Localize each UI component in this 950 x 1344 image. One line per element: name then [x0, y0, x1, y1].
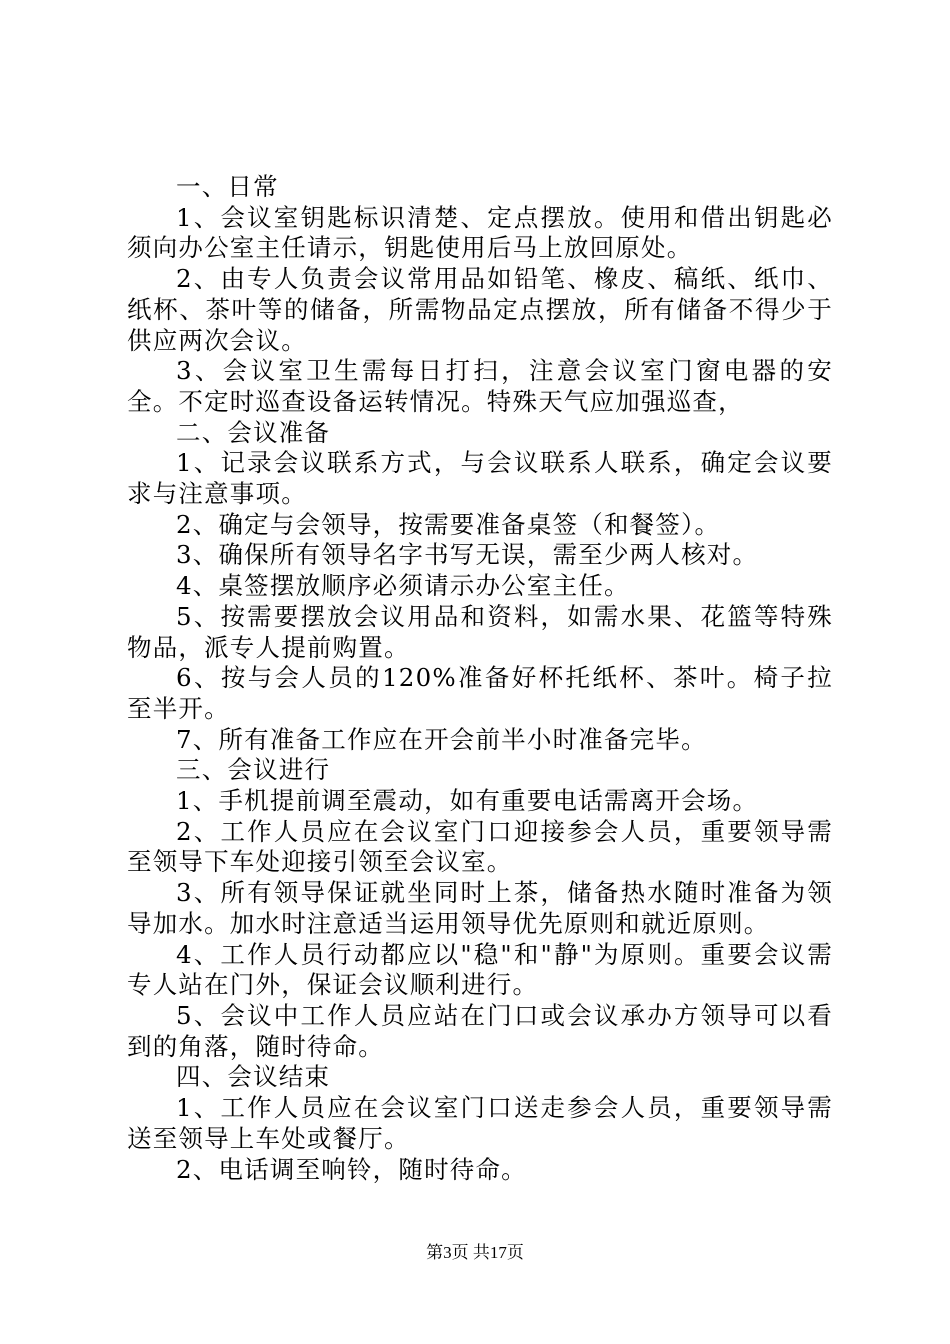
paragraph: 4、工作人员行动都应以"稳"和"静"为原则。重要会议需专人站在门外，保证会议顺利进行。	[127, 939, 833, 1000]
paragraph: 2、工作人员应在会议室门口迎接参会人员，重要领导需至领导下车处迎接引领至会议室。	[127, 816, 833, 877]
section-heading: 一、日常	[176, 172, 279, 201]
section-heading: 二、会议准备	[176, 417, 331, 447]
paragraph: 3、所有领导保证就坐同时上茶，储备热水随时准备为领导加水。加水时注意适当运用领导优先原则和就近原则。	[127, 878, 833, 938]
paragraph: 1、会议室钥匙标识清楚、定点摆放。使用和借出钥匙必须向办公室主任请示，钥匙使用后马上放回原处。	[127, 202, 833, 263]
paragraph: 3、确保所有领导名字书写无误，需至少两人核对。	[176, 540, 759, 570]
paragraph: 1、工作人员应在会议室门口送走参会人员，重要领导需送至领导上车处或餐厅。	[127, 1093, 833, 1153]
paragraph: 5、会议中工作人员应站在门口或会议承办方领导可以看到的角落，随时待命。	[127, 1000, 833, 1061]
document-body	[127, 172, 833, 1185]
paragraph: 1、记录会议联系方式，与会议联系人联系，确定会议要求与注意事项。	[127, 448, 833, 509]
paragraph: 7、所有准备工作应在开会前半小时准备完毕。	[176, 724, 707, 754]
paragraph: 4、桌签摆放顺序必须请示办公室主任。	[176, 571, 630, 601]
paragraph: 5、按需要摆放会议用品和资料，如需水果、花篮等特殊物品，派专人提前购置。	[127, 601, 833, 662]
section-heading: 四、会议结束	[176, 1062, 331, 1092]
paragraph: 6、按与会人员的120%准备好杯托纸杯、茶叶。椅子拉至半开。	[127, 663, 833, 723]
section-heading: 三、会议进行	[176, 755, 331, 785]
paragraph: 3、会议室卫生需每日打扫，注意会议室门窗电器的安全。不定时巡查设备运转情况。特殊天气应加强巡查，	[127, 356, 833, 416]
paragraph: 1、手机提前调至震动，如有重要电话需离开会场。	[176, 786, 759, 816]
paragraph: 2、电话调至响铃，随时待命。	[176, 1154, 527, 1184]
page-number-footer: 第3页 共17页	[426, 1243, 524, 1262]
paragraph: 2、确定与会领导，按需要准备桌签（和餐签）。	[176, 509, 721, 539]
paragraph: 2、由专人负责会议常用品如铅笔、橡皮、稿纸、纸巾、纸杯、茶叶等的储备，所需物品定点摆放，所有储备不得少于供应两次会议。	[127, 264, 833, 355]
